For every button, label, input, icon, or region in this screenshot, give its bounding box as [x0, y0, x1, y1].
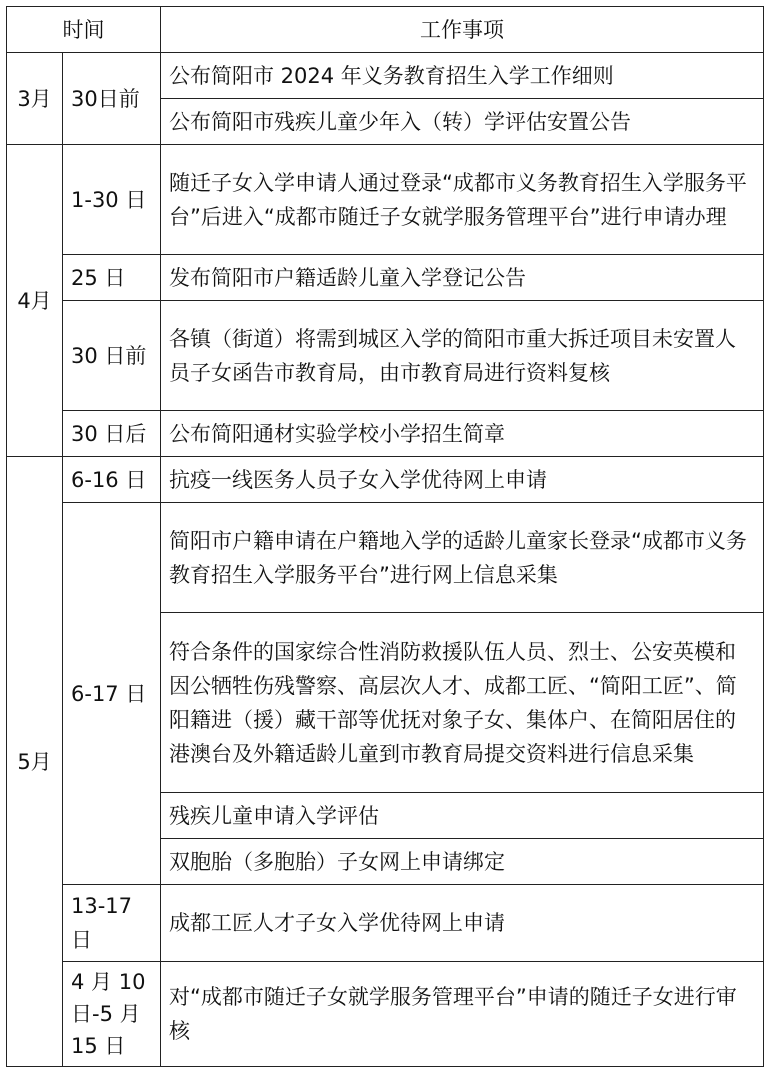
header-row — [7, 7, 764, 53]
task-cell: 公布简阳市 2024 年义务教育招生入学工作细则 — [161, 53, 764, 99]
table-row — [7, 301, 764, 411]
task-cell: 对“成都市随迁子女就学服务管理平台”申请的随迁子女进行审核 — [161, 962, 764, 1067]
day-cell: 6-17 日 — [63, 503, 161, 885]
task-cell: 公布简阳通材实验学校小学招生简章 — [161, 411, 764, 457]
day-cell: 1-30 日 — [63, 145, 161, 255]
day-cell: 25 日 — [63, 255, 161, 301]
table-row — [7, 962, 764, 1067]
task-cell: 残疾儿童申请入学评估 — [161, 793, 764, 839]
day-cell: 30 日前 — [63, 301, 161, 411]
header-time: 时间 — [7, 7, 161, 53]
day-cell: 13-17 日 — [63, 885, 161, 962]
day-cell: 4 月 10 日-5 月 15 日 — [63, 962, 161, 1067]
task-cell: 公布简阳市残疾儿童少年入（转）学评估安置公告 — [161, 99, 764, 145]
task-cell: 各镇（街道）将需到城区入学的简阳市重大拆迁项目未安置人员子女函告市教育局，由市教育局进行资料复核 — [161, 301, 764, 411]
day-cell: 6-16 日 — [63, 457, 161, 503]
table-row — [7, 411, 764, 457]
table-row — [7, 457, 764, 503]
enrollment-schedule-table — [6, 6, 764, 1067]
day-cell: 30 日后 — [63, 411, 161, 457]
month-april: 4月 — [7, 145, 63, 457]
table-row — [7, 885, 764, 962]
header-task: 工作事项 — [161, 7, 764, 53]
day-cell: 30日前 — [63, 53, 161, 145]
table-row — [7, 145, 764, 255]
table-row — [7, 503, 764, 613]
table-row — [7, 255, 764, 301]
month-may: 5月 — [7, 457, 63, 1067]
task-cell: 发布简阳市户籍适龄儿童入学登记公告 — [161, 255, 764, 301]
task-cell: 简阳市户籍申请在户籍地入学的适龄儿童家长登录“成都市义务教育招生入学服务平台”进行网上信息采集 — [161, 503, 764, 613]
task-cell: 随迁子女入学申请人通过登录“成都市义务教育招生入学服务平台”后进入“成都市随迁子女就学服务管理平台”进行申请办理 — [161, 145, 764, 255]
task-cell: 成都工匠人才子女入学优待网上申请 — [161, 885, 764, 962]
month-march: 3月 — [7, 53, 63, 145]
task-cell: 符合条件的国家综合性消防救援队伍人员、烈士、公安英模和因公牺牲伤残警察、高层次人才、成都工匠、“简阳工匠”、简阳籍进（援）藏干部等优抚对象子女、集体户、在简阳居住的港澳台及外籍适龄儿童到市教育局提交资料进行信息采集 — [161, 613, 764, 793]
task-cell: 双胞胎（多胞胎）子女网上申请绑定 — [161, 839, 764, 885]
table-row — [7, 53, 764, 99]
task-cell: 抗疫一线医务人员子女入学优待网上申请 — [161, 457, 764, 503]
